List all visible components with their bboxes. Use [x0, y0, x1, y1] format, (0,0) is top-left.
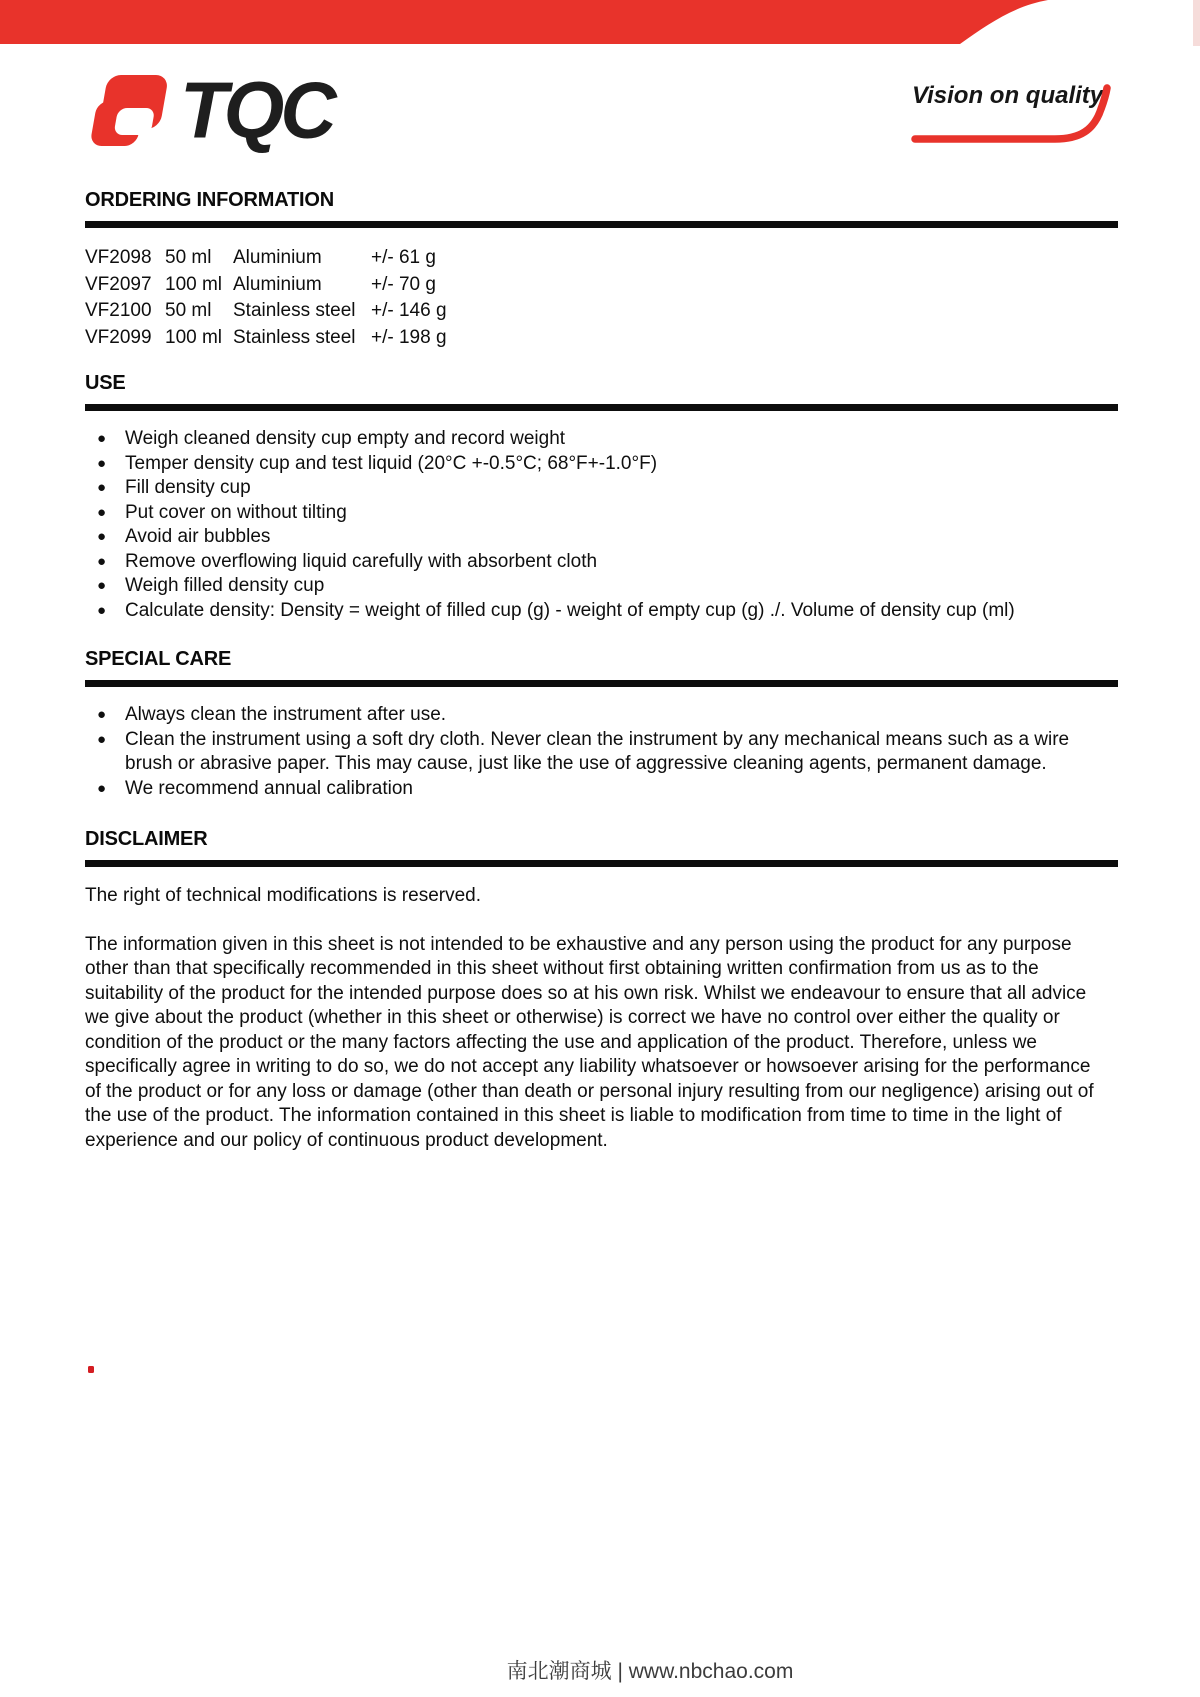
order-material: Aluminium: [233, 247, 322, 268]
order-volume: 100 ml: [165, 326, 223, 348]
section-rule: [85, 860, 1118, 867]
use-bullet-item: [85, 574, 1090, 599]
section-use: [85, 371, 1118, 623]
order-volume: 50 ml: [165, 300, 212, 321]
special-care-bullet-item: [85, 728, 1118, 777]
bullet-icon: ●: [97, 552, 107, 570]
bullet-icon: ●: [97, 577, 107, 594]
special-care-bullet-list: [85, 703, 1118, 801]
bullet-text: We recommend annual calibration: [125, 777, 413, 799]
bullet-text: Temper density cup and test liquid (20°C +-0.5°C; 68°F+-1.0°F): [125, 452, 658, 474]
section-disclaimer: [85, 827, 1118, 1153]
use-bullet-item: [85, 550, 1090, 575]
order-weight: +/- 61 g: [371, 247, 436, 268]
section-rule: [85, 680, 1118, 687]
order-material: Stainless steel: [233, 326, 356, 348]
order-volume: 50 ml: [165, 247, 212, 268]
bullet-text: Clean the instrument using a soft dry cloth. Never clean the instrument by any mechanical means such as a wire brush or abrasive paper. This may cause, just like the use of aggressive cleaning agents, permanent damage.: [125, 728, 1070, 774]
use-bullet-item: [85, 427, 1090, 452]
document-body: [85, 188, 1118, 1153]
special-care-bullet-item: [85, 703, 1118, 728]
bullet-text: Always clean the instrument after use.: [125, 704, 447, 725]
footer-watermark: 南北潮商城 | www.nbchao.com: [506, 1660, 794, 1683]
stray-red-bullet-dot: [88, 1366, 94, 1373]
order-material: Stainless steel: [233, 300, 356, 321]
order-code: VF2100: [85, 300, 152, 321]
order-material: Aluminium: [233, 273, 322, 295]
bullet-text: Weigh cleaned density cup empty and record weight: [125, 428, 566, 449]
special-care-bullet-item: [85, 777, 1118, 802]
use-bullet-item: [85, 476, 1090, 501]
section-rule: [85, 221, 1118, 228]
order-code: VF2099: [85, 326, 152, 348]
disclaimer-paragraph-short: The right of technical modifications is reserved.: [85, 885, 482, 906]
use-bullet-item: [85, 525, 1090, 550]
header-red-band-graphic: [0, 0, 1200, 50]
bullet-icon: ●: [97, 528, 107, 545]
section-special-care: [85, 647, 1118, 801]
use-section-title: USE: [85, 372, 126, 394]
order-volume: 100 ml: [165, 273, 223, 295]
tqc-logo-text: TQC: [180, 65, 333, 155]
bullet-text: Weigh filled density cup: [125, 575, 325, 596]
ordering-section-title: ORDERING INFORMATION: [85, 189, 334, 211]
order-weight: +/- 198 g: [371, 326, 447, 348]
bullet-icon: ●: [97, 479, 107, 496]
bullet-text: Calculate density: Density = weight of filled cup (g) - weight of empty cup (g) ./. Volume of density cup (ml): [125, 599, 1015, 621]
use-bullet-list: [85, 427, 1090, 623]
use-bullet-item: [85, 599, 1090, 624]
section-rule: [85, 404, 1118, 411]
section-ordering-information: [85, 188, 1118, 351]
bullet-text: Fill density cup: [125, 477, 251, 498]
use-bullet-item: [85, 501, 1090, 526]
disclaimer-section-title: DISCLAIMER: [85, 828, 208, 850]
bullet-icon: ●: [97, 503, 107, 521]
order-weight: +/- 146 g: [371, 300, 447, 321]
bullet-text: Remove overflowing liquid carefully with absorbent cloth: [125, 550, 598, 572]
bullet-icon: ●: [97, 779, 107, 797]
order-table-row: [85, 325, 1118, 352]
order-table-row: [85, 272, 1118, 299]
bullet-icon: ●: [97, 706, 107, 723]
order-code: VF2097: [85, 273, 152, 295]
bullet-text: Avoid air bubbles: [125, 526, 271, 547]
corner-red-artifact: [1193, 0, 1200, 46]
bullet-text: Put cover on without tilting: [125, 501, 347, 523]
bullet-icon: ●: [97, 730, 107, 748]
ordering-table: [85, 245, 1118, 351]
order-table-row: [85, 298, 1118, 325]
tqc-logo-icon: [84, 74, 170, 152]
tagline-swoosh-graphic: [905, 78, 1120, 150]
bullet-icon: ●: [97, 454, 107, 472]
brand-tagline: Vision on quality: [912, 82, 1104, 109]
order-weight: +/- 70 g: [371, 273, 436, 295]
special-care-section-title: SPECIAL CARE: [85, 648, 232, 670]
order-code: VF2098: [85, 247, 152, 268]
order-table-row: [85, 245, 1118, 272]
brand-logo: [84, 65, 333, 155]
bullet-icon: ●: [97, 430, 107, 447]
disclaimer-paragraph-long: The information given in this sheet is not intended to be exhaustive and any person using the product for any purpose other than that specifically recommended in this sheet without first obtaining written confirmation from us as to the suitability of the product for the intended purpose does so at his own risk. Whilst we endeavour to ensure that all advice we give about the product (whether in this sheet or otherwise) is correct we have no control over either the quality or condition of the product or the many factors affecting the use and application of the product. Therefore, unless we specifically agree in writing to do so, we do not accept any liability whatsoever or howsoever arising for the performance of the product or for any loss or damage (other than death or personal injury resulting from our negligence) arising out of the use of the product. The information contained in this sheet is liable to modification from time to time in the light of experience and our policy of continuous product development.: [85, 933, 1094, 1151]
use-bullet-item: [85, 452, 1090, 477]
bullet-icon: ●: [97, 601, 107, 619]
